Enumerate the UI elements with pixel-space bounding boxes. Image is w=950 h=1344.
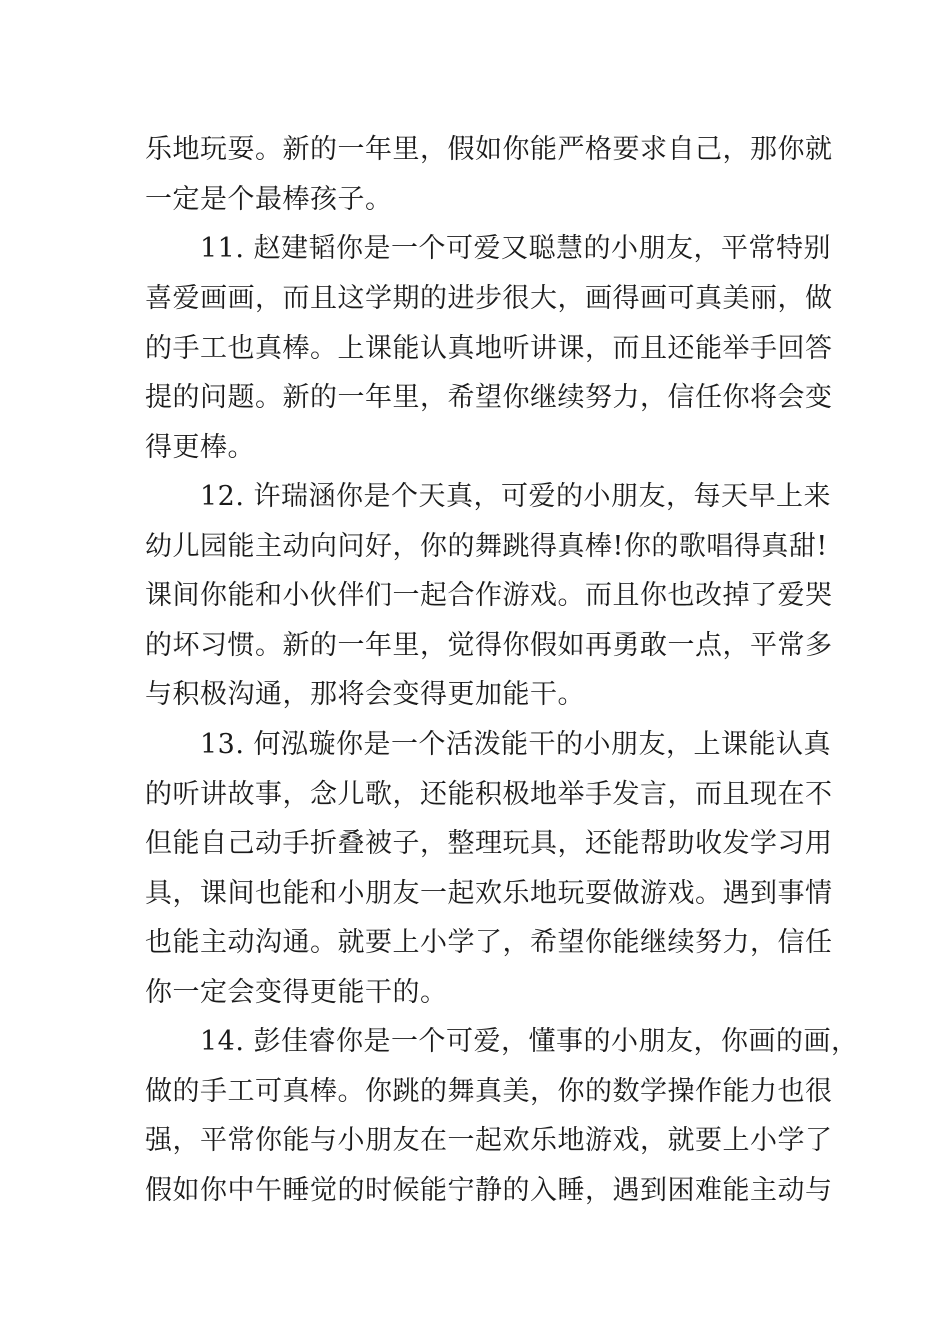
text-line: 的手工也真棒。上课能认真地听讲课，而且还能举手回答 [145, 333, 833, 364]
text-line: 假如你中午睡觉的时候能宁静的入睡，遇到困难能主动与 [145, 1175, 833, 1206]
text-line: 幼儿园能主动向问好，你的舞跳得真棒!你的歌唱得真甜! [145, 531, 828, 562]
text-line: 乐地玩耍。新的一年里，假如你能严格要求自己，那你就 [145, 134, 833, 165]
paragraph-first-line: 12. 许瑞涵你是个天真，可爱的小朋友，每天早上来 [200, 481, 832, 512]
text-line: 喜爱画画，而且这学期的进步很大，画得画可真美丽，做 [145, 283, 833, 314]
text-line: 也能主动沟通。就要上小学了，希望你能继续努力，信任 [145, 927, 833, 958]
paragraph-first-line: 13. 何泓璇你是一个活泼能干的小朋友，上课能认真 [200, 729, 832, 760]
text-line: 你一定会变得更能干的。 [145, 977, 448, 1008]
paragraph-first-line: 11. 赵建韬你是一个可爱又聪慧的小朋友，平常特别 [200, 233, 832, 264]
text-line: 与积极沟通，那将会变得更加能干。 [145, 679, 585, 710]
text-line: 强，平常你能与小朋友在一起欢乐地游戏，就要上小学了 [145, 1125, 833, 1156]
text-line: 但能自己动手折叠被子，整理玩具，还能帮助收发学习用 [145, 828, 833, 859]
paragraph-first-line: 14. 彭佳睿你是一个可爱，懂事的小朋友，你画的画， [200, 1026, 859, 1057]
text-line: 具，课间也能和小朋友一起欢乐地玩耍做游戏。遇到事情 [145, 878, 833, 909]
text-line: 提的问题。新的一年里，希望你继续努力，信任你将会变 [145, 382, 833, 413]
text-line: 的听讲故事，念儿歌，还能积极地举手发言，而且现在不 [145, 779, 833, 810]
text-line: 的坏习惯。新的一年里，觉得你假如再勇敢一点，平常多 [145, 630, 833, 661]
text-line: 课间你能和小伙伴们一起合作游戏。而且你也改掉了爱哭 [145, 580, 833, 611]
text-line: 得更棒。 [145, 432, 255, 463]
text-line: 做的手工可真棒。你跳的舞真美，你的数学操作能力也很 [145, 1076, 833, 1107]
text-line: 一定是个最棒孩子。 [145, 184, 393, 215]
